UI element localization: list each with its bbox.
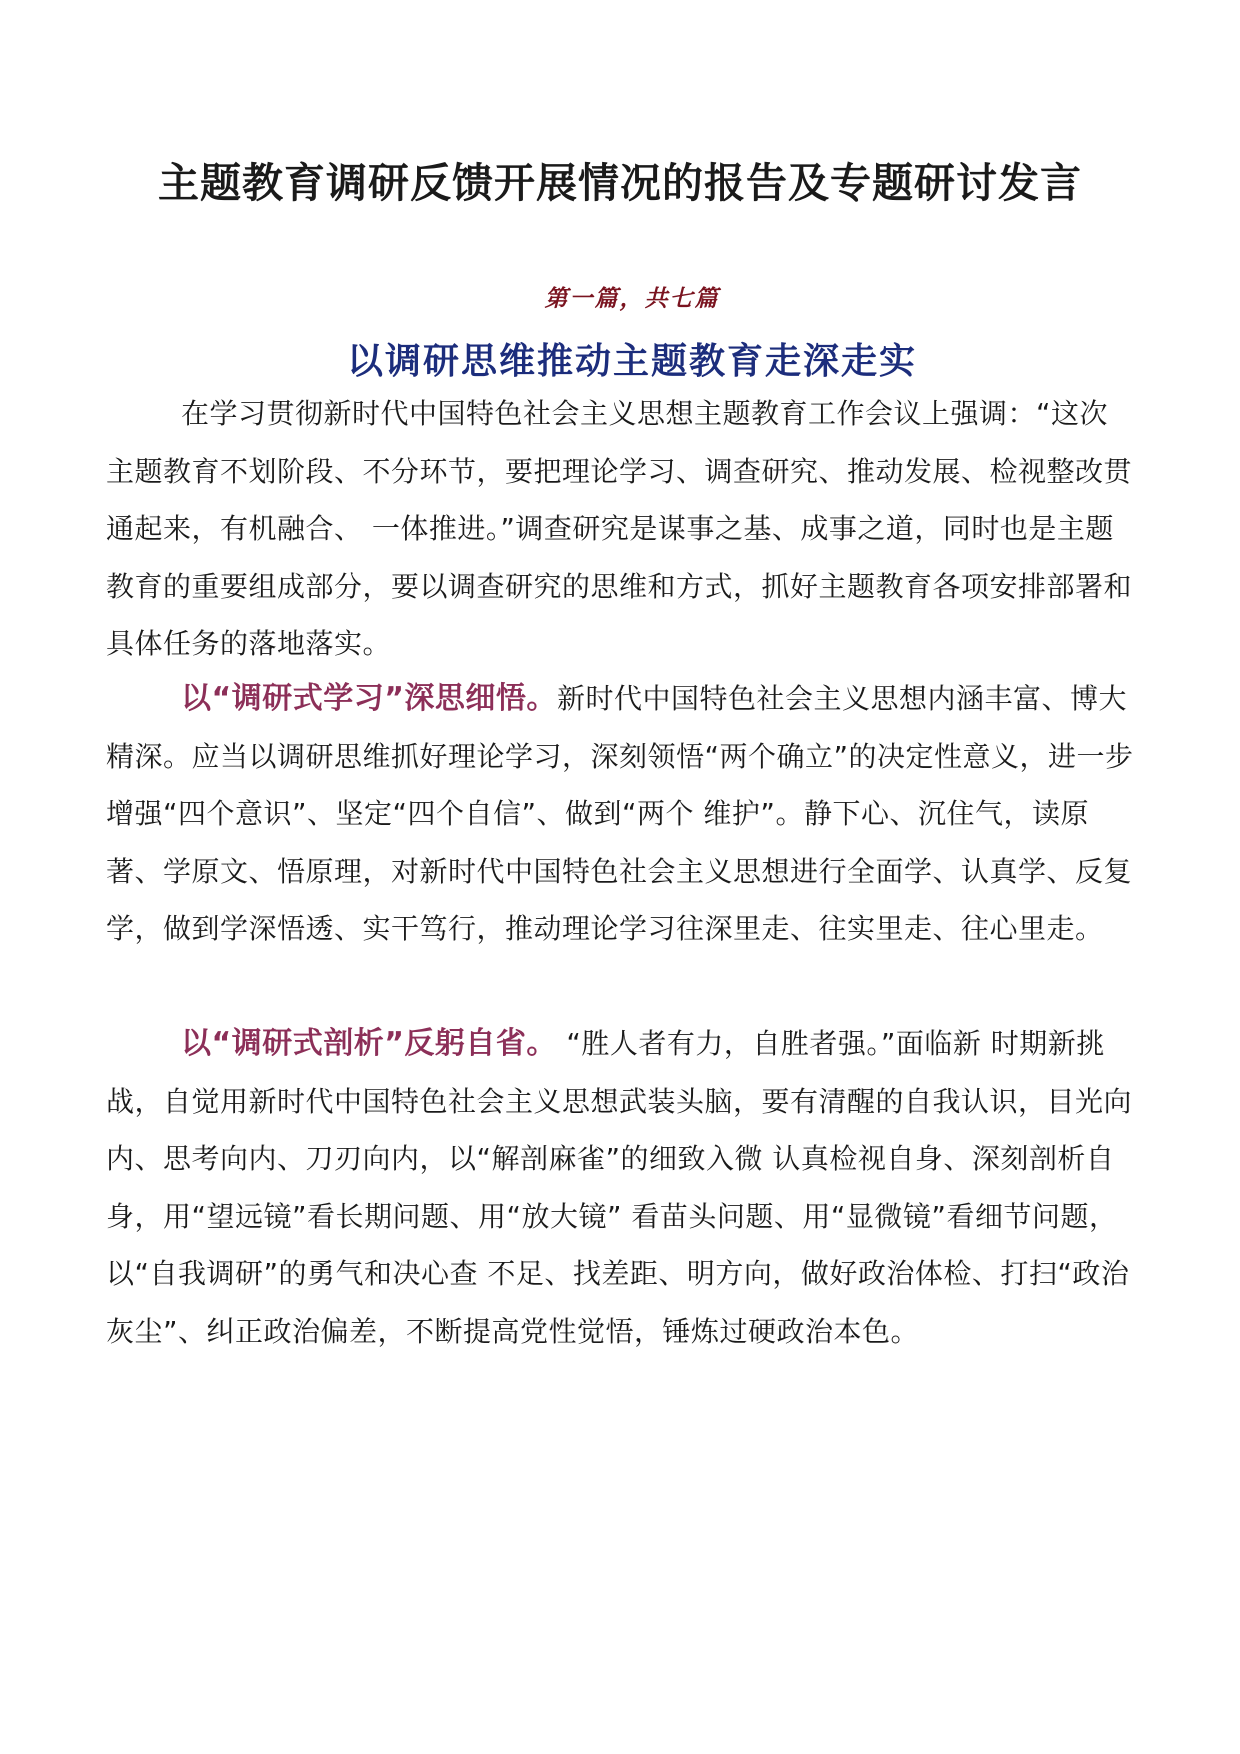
paragraph-text: “胜人者有力，自胜者强。”面临新 时期新挑战，自觉用新时代中国特色社会主义思想武装头脑，要有清醒的自我认识，目光向内、思考向内、刀刃向内，以“解剖麻雀”的细致入微 认真检视自身、深刻剖析自身，用“望远镜”看长期问题、用“放大镜” 看苗头问题、用“显微镜”看细节问题，以“自我调研”的勇气和决心查 不足、找差距、明方向，做好政治体检、打扫“政治灰尘”、纠正政治偏差，不断提高党性觉悟，锤炼过硬政治本色。	[106, 1027, 1133, 1348]
part-label: 第一篇，共七篇	[544, 285, 720, 312]
paragraph-text: 新时代中国特色社会主义思想内涵丰富、博大精深。应当以调研思维抓好理论学习，深刻领悟“两个确立”的决定性意义，进一步增强“四个意识”、坚定“四个自信”、做到“两个 维护”。静下心、沉住气，读原著、学原文、悟原理，对新时代中国特色社会主义思想进行全面学、认真学、反复学，做到学深悟透、实干笃行，推动理论学习往深里走、往实里走、往心里走。	[106, 682, 1134, 945]
paragraph-self-examination	[106, 1015, 1136, 1360]
paragraph-study	[106, 670, 1136, 958]
paragraph-lead-heading: 以“调研式剖析”反躬自省。	[181, 1026, 557, 1061]
paragraph-intro	[106, 385, 1136, 673]
paragraph-text: 在学习贯彻新时代中国特色社会主义思想主题教育工作会议上强调：“这次主题教育不划阶段、不分环节，要把理论学习、调查研究、推动发展、检视整改贯通起来，有机融合、 一体推进。”调查研究是谋事之基、成事之道，同时也是主题教育的重要组成部分，要以调查研究的思维和方式，抓好主题教育各项安排部署和具体任务的落地落实。	[106, 397, 1133, 660]
paragraph-lead-heading: 以“调研式学习”深思细悟。	[181, 681, 557, 716]
section-subtitle: 以调研思维推动主题教育走深走实	[346, 341, 917, 382]
document-title: 主题教育调研反馈开展情况的报告及专题研讨发言	[158, 159, 1082, 207]
